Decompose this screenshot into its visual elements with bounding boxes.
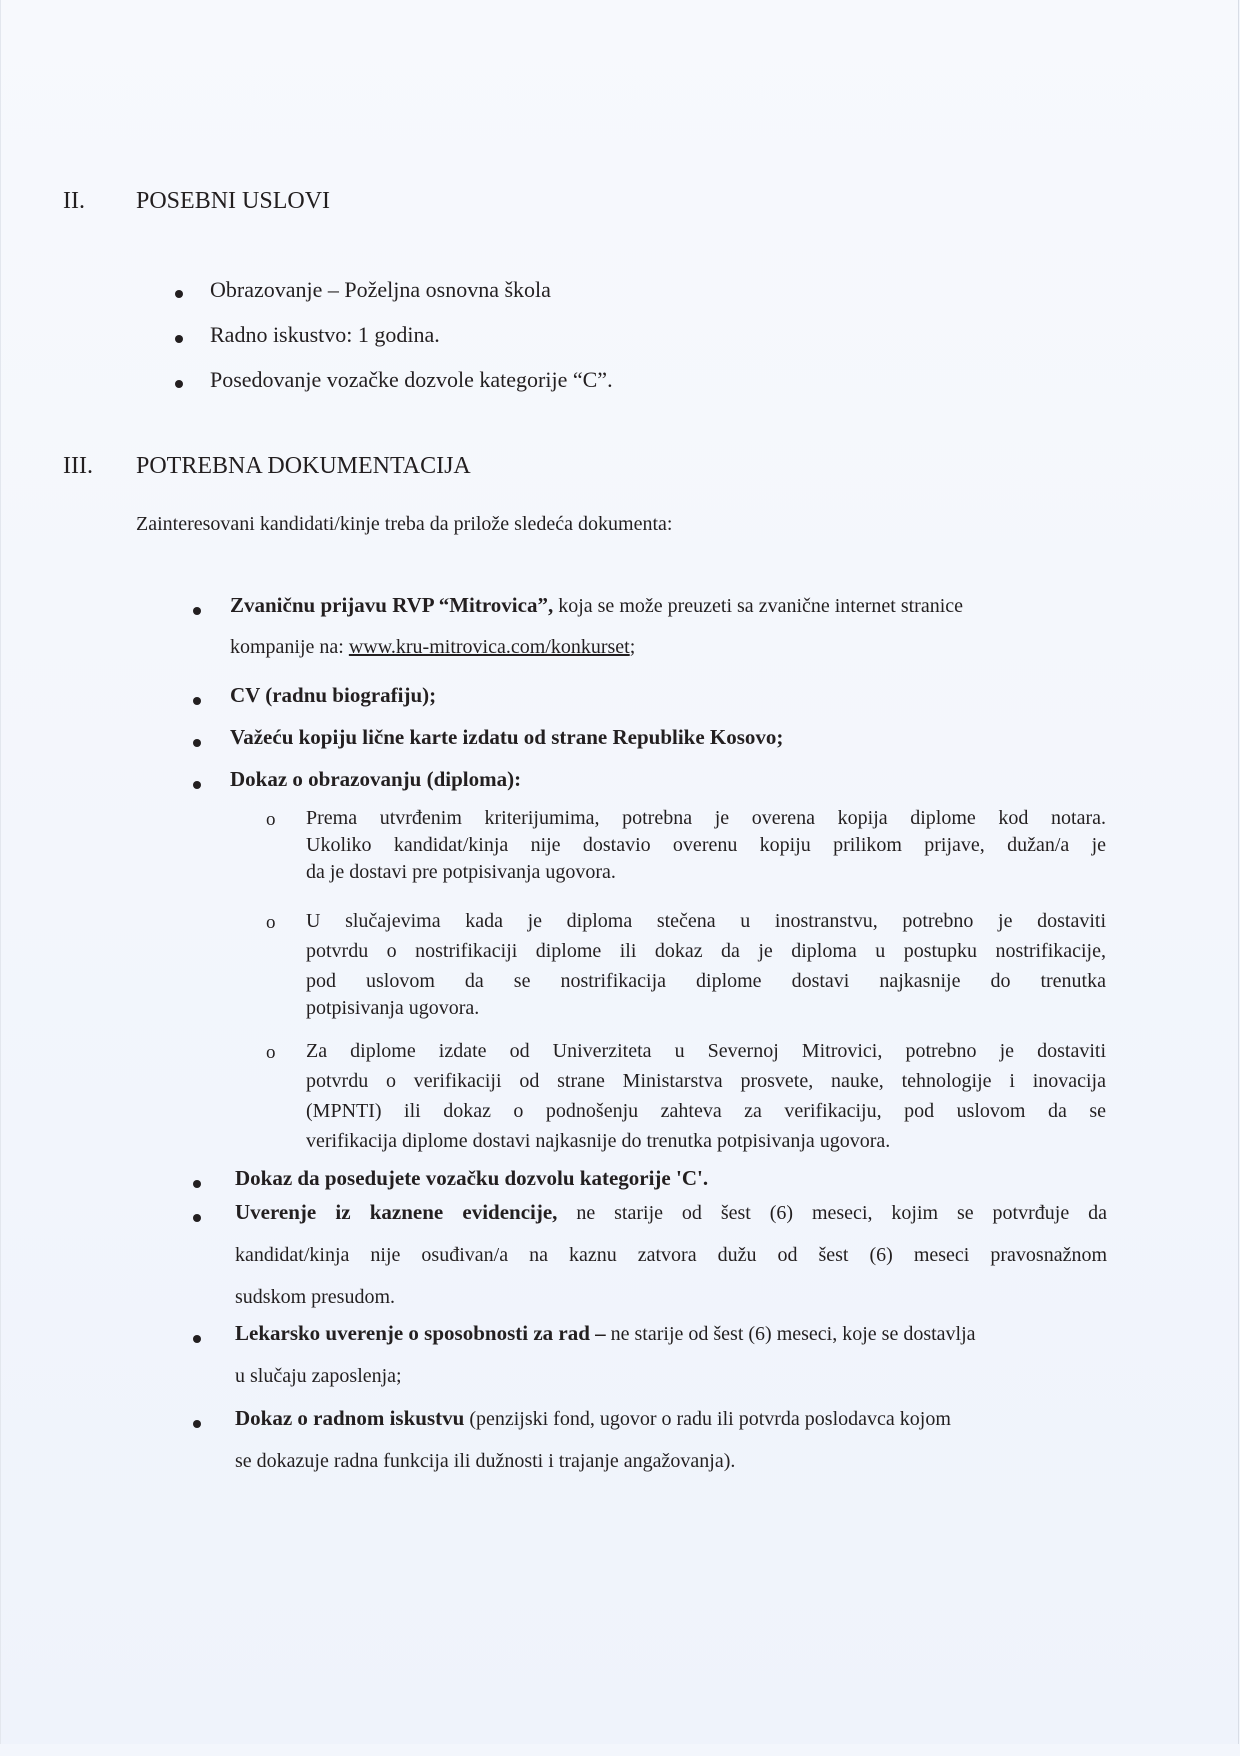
doc-criminal-record-line2: kandidat/kinja nije osuđivan/a na kaznu zatvora dužu od šest (6) meseci pravosnažnom (235, 1244, 1107, 1266)
doc-medical (235, 1321, 1107, 1388)
bullet-icon (175, 290, 183, 298)
education-sub-2 (306, 910, 1106, 1020)
requirement-education: Obrazovanje – Poželjna osnovna škola (210, 277, 551, 302)
bullet-icon (193, 1335, 201, 1343)
doc-criminal-record (235, 1200, 1107, 1309)
bullet-icon (175, 380, 183, 388)
bullet-icon (193, 739, 201, 747)
education-sub-1 (306, 807, 1106, 884)
bullet-icon (193, 697, 201, 705)
doc-criminal-record-text: ne starije od šest (6) meseci, kojim se potvrđuje da (557, 1202, 1107, 1224)
section-3-intro: Zainteresovani kandidati/kinje treba da prilože sledeća dokumenta: (136, 513, 673, 535)
education-sub-1-line: da je dostavi pre potpisivanja ugovora. (306, 861, 616, 883)
education-sub-1-line: Ukoliko kandidat/kinja nije dostavio overenu kopiju prilikom prijave, dužan/a je (306, 834, 1106, 856)
doc-application-text: koja se može preuzeti sa zvanične internet stranice (553, 595, 964, 617)
doc-application-title: Zvaničnu prijavu RVP “Mitrovica”, (230, 593, 554, 617)
bullet-icon (175, 335, 183, 343)
doc-education-title: Dokaz o obrazovanju (diploma): (230, 767, 522, 791)
education-sub-3-line: (MPNTI) ili dokaz o podnošenju zahteva za verifikaciju, pod uslovom da se (306, 1100, 1106, 1122)
section-3-title: POTREBNA DOKUMENTACIJA (136, 453, 471, 479)
education-sub-2-line: U slučajevima kada je diploma stečena u inostranstvu, potrebno je dostaviti (306, 910, 1106, 932)
education-sub-3-line: potvrdu o verifikaciji od strane Ministarstva prosvete, nauke, tehnologije i inovacija (306, 1070, 1106, 1092)
education-sub-2-line: potvrdu o nostrifikaciji diplome ili dokaz da je diploma u postupku nostrifikacije, (306, 940, 1106, 962)
education-sub-3-line: verifikacija diplome dostavi najkasnije do trenutka potpisivanja ugovora. (306, 1130, 891, 1152)
doc-license: Dokaz da posedujete vozačku dozvolu kategorije 'C'. (235, 1166, 709, 1190)
doc-criminal-record-title: Uverenje iz kaznene evidencije, (235, 1200, 558, 1224)
doc-medical-text: ne starije od šest (6) meseci, koje se dostavlja (605, 1323, 976, 1345)
education-sub-1-line: Prema utvrđenim kriterijumima, potrebna je overena kopija diplome kod notara. (306, 807, 1106, 829)
bullet-icon (193, 781, 201, 789)
doc-work-experience-line2: se dokazuje radna funkcija ili dužnosti i trajanje angažovanja). (235, 1450, 736, 1472)
bullet-icon (193, 1420, 201, 1428)
section-2-title: POSEBNI USLOVI (136, 188, 331, 214)
doc-medical-line2: u slučaju zaposlenja; (235, 1365, 402, 1387)
doc-work-experience-title: Dokaz o radnom iskustvu (235, 1406, 465, 1430)
sub-bullet-icon: o (266, 809, 276, 830)
doc-criminal-record-line3: sudskom presudom. (235, 1286, 395, 1308)
sub-bullet-icon: o (266, 912, 276, 933)
sub-bullet-icon: o (266, 1042, 276, 1063)
doc-work-experience-line1 (235, 1406, 1107, 1431)
doc-medical-title: Lekarsko uverenje o sposobnosti za rad – (235, 1321, 606, 1345)
konkurs-link[interactable]: www.kru-mitrovica.com/konkurset (348, 636, 630, 658)
bullet-icon (193, 1214, 201, 1222)
doc-id-card: Važeću kopiju lične karte izdatu od strane Republike Kosovo; (230, 725, 784, 749)
doc-application-suffix: ; (629, 636, 636, 658)
requirement-license: Posedovanje vozačke dozvole kategorije “C”. (210, 367, 613, 392)
education-sub-2-line: pod uslovom da se nostrifikacija diplome dostavi najkasnije do trenutka (306, 970, 1106, 992)
requirement-experience: Radno iskustvo: 1 godina. (210, 322, 440, 347)
doc-cv: CV (radnu biografiju); (230, 683, 437, 707)
doc-criminal-record-line1 (235, 1200, 1107, 1225)
education-sub-2-line: potpisivanja ugovora. (306, 997, 480, 1019)
education-sub-3 (306, 1040, 1106, 1153)
bullet-icon (193, 1180, 201, 1188)
bullet-icon (193, 607, 201, 615)
doc-work-experience-text: (penzijski fond, ugovor o radu ili potvrda poslodavca kojom (464, 1408, 951, 1430)
doc-application-line1 (230, 593, 963, 618)
section-2-number: II. (63, 188, 85, 214)
doc-application-line2 (230, 636, 635, 659)
doc-work-experience (235, 1406, 1107, 1473)
section-3-number: III. (63, 453, 93, 479)
doc-medical-line1 (235, 1321, 1107, 1346)
education-sub-3-line: Za diplome izdate od Univerziteta u Severnoj Mitrovici, potrebno je dostaviti (306, 1040, 1106, 1062)
doc-application-prefix: kompanije na: (230, 636, 349, 658)
